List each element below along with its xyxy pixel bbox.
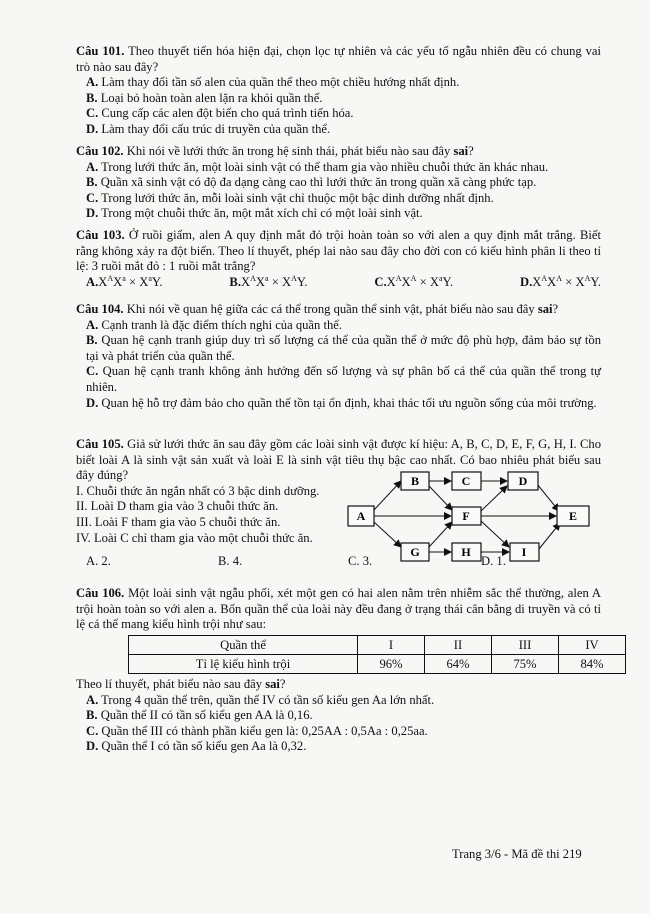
- option-b: B. Quần xã sinh vật có độ đa dạng càng cao thì lưới thức ăn trong quần xã càng phức tạp.: [86, 175, 537, 190]
- question-label: Câu 105.: [76, 437, 124, 451]
- statement: II. Loài D tham gia vào 3 chuỗi thức ăn.: [76, 499, 279, 514]
- question-label: Câu 106.: [76, 586, 125, 600]
- phenotype-table: [128, 635, 626, 674]
- option-d: D. Quần thể I có tần số kiểu gen Aa là 0,32.: [86, 739, 307, 754]
- edge-i-e: [539, 523, 560, 549]
- option-a: A. Trong lưới thức ăn, một loài sinh vật có thể tham gia vào nhiều chuỗi thức ăn khác nhau.: [86, 159, 549, 174]
- edge-f-d: [481, 486, 507, 511]
- question-106-options: Theo lí thuyết, phát biểu nào sau đây sai? A. Trong 4 quần thể trên, quần thể IV có tần số kiểu gen Aa lớn nhất. B. Quần thể II có tần số kiểu gen AA là 0,16. C. Quần thể III có thành phần kiểu gen là: 0,25AA : 0,5Aa : 0,25aa. D. Quần thể I có tần số kiểu gen Aa là 0,32.: [76, 677, 601, 755]
- node-c: [452, 472, 481, 490]
- option-b: B. Loại bỏ hoàn toàn alen lặn ra khỏi quần thể.: [86, 90, 323, 105]
- question-104: Câu 104. Khi nói về quan hệ giữa các cá thể trong quần thể sinh vật, phát biểu nào sau đây sai? A. Cạnh tranh là đặc điểm thích nghi của quần thể. B. Quan hệ cạnh tranh giúp duy trì số lượng cá thể của quần thể ở mức độ phù hợp, đảm bảo sự tồn tại và phát triển của quần thể. C. Quan hệ cạnh tranh không ảnh hưởng đến số lượng và sự phân bố cá thể của quần thể trong tự nhiên. D. Quan hệ hỗ trợ đảm bảo cho quần thể tồn tại ổn định, khai thác tối ưu nguồn sống của môi trường.: [76, 302, 601, 410]
- option-d: D. Quan hệ hỗ trợ đảm bảo cho quần thể tồn tại ổn định, khai thác tối ưu nguồn sống của môi trường.: [86, 395, 597, 410]
- table-cell: I: [358, 636, 425, 655]
- node-g: [401, 543, 429, 561]
- edge-g-f: [429, 522, 452, 547]
- option-c: $C.X^AX^A \times X^aY$.: [374, 273, 454, 289]
- svg-text:H: H: [461, 545, 471, 559]
- edge-f-i: [481, 521, 509, 547]
- edge-a-g: [374, 522, 401, 547]
- table-cell: II: [425, 636, 492, 655]
- svg-text:D: D: [518, 474, 528, 488]
- table-row: [129, 636, 626, 655]
- svg-text:G: G: [410, 545, 420, 559]
- options-row: [76, 275, 601, 291]
- option-c: C. Quan hệ cạnh tranh không ảnh hưởng đến số lượng và sự phân bố cá thể của quần thể trong tự nhiên.: [86, 364, 601, 394]
- svg-text:C: C: [461, 474, 471, 488]
- option-b: B. Quần thể II có tần số kiểu gen AA là 0,16.: [86, 708, 313, 723]
- option-b: $B.X^AX^a \times X^AY$.: [229, 273, 308, 289]
- option-c: C. Quần thể III có thành phần kiểu gen là: 0,25AA : 0,5Aa : 0,25aa.: [86, 723, 428, 738]
- option-a: A. Cạnh tranh là đặc điểm thích nghi của quần thể.: [86, 317, 343, 332]
- question-label: Câu 104.: [76, 302, 124, 316]
- table-row: [129, 655, 626, 674]
- table-cell: IV: [559, 636, 626, 655]
- statements: [76, 484, 346, 546]
- node-h: [452, 543, 481, 561]
- table-cell: III: [492, 636, 559, 655]
- table-header: Quần thể: [129, 636, 358, 655]
- table-cell: 84%: [559, 655, 626, 674]
- table-cell: 96%: [358, 655, 425, 674]
- statement: III. Loài F tham gia vào 5 chuỗi thức ăn.: [76, 514, 281, 529]
- food-web-svg: [345, 470, 595, 570]
- option-d: D. Làm thay đổi cấu trúc di truyền của quần thể.: [86, 121, 331, 136]
- table-cell: 75%: [492, 655, 559, 674]
- option-a: $A.X^AX^a \times X^aY$.: [86, 273, 163, 289]
- question-stem: Theo thuyết tiến hóa hiện đại, chọn lọc tự nhiên và các yếu tố ngẫu nhiên đều có chung vai trò nào sau đây?: [76, 44, 601, 74]
- question-106: Câu 106. Một loài sinh vật ngẫu phối, xét một gen có hai alen nằm trên nhiễm sắc thể thường, alen A trội hoàn toàn so với alen a. Bốn quần thể của loài này đều đang ở trạng thái cân bằng di truyền và có tỉ lệ cá thể mang kiểu hình trội như sau:: [76, 586, 601, 632]
- food-web-diagram: [345, 470, 595, 570]
- svg-text:B: B: [410, 474, 420, 488]
- option-c: C. Trong lưới thức ăn, mỗi loài sinh vật chỉ thuộc một bậc dinh dưỡng nhất định.: [86, 190, 494, 205]
- option-b: B. Quan hệ cạnh tranh giúp duy trì số lượng cá thể của quần thể ở mức độ phù hợp, đảm bảo sự tồn tại và phát triển của quần thể.: [86, 333, 601, 363]
- statement: IV. Loài C chỉ tham gia vào một chuỗi thức ăn.: [76, 530, 313, 545]
- svg-text:F: F: [462, 509, 470, 523]
- edge-b-f: [429, 486, 452, 510]
- option-b: B. 4.: [218, 554, 243, 569]
- option-c: C. 3.: [348, 554, 373, 569]
- question-label: Câu 102.: [76, 144, 124, 158]
- node-b: [401, 472, 429, 490]
- option-d: $D.X^AX^A \times X^AY$.: [520, 273, 601, 289]
- statement: I. Chuỗi thức ăn ngắn nhất có 3 bậc dinh dưỡng.: [76, 483, 320, 498]
- svg-text:I: I: [521, 545, 527, 559]
- node-a: [348, 506, 374, 526]
- option-a: A. 2.: [86, 554, 111, 569]
- question-102: Câu 102. Khi nói về lưới thức ăn trong hệ sinh thái, phát biểu nào sau đây sai? A. Trong lưới thức ăn, một loài sinh vật có thể tham gia vào nhiều chuỗi thức ăn khác nhau. B. Quần xã sinh vật có độ đa dạng càng cao thì lưới thức ăn trong quần xã càng phức tạp. C. Trong lưới thức ăn, mỗi loài sinh vật chỉ thuộc một bậc dinh dưỡng nhất định. D. Trong một chuỗi thức ăn, một mắt xích chỉ có một loài sinh vật.: [76, 144, 601, 222]
- question-101: [76, 44, 601, 138]
- option-a: A. Làm thay đổi tần số alen của quần thể theo một chiều hướng nhất định.: [86, 75, 460, 90]
- page-footer: Trang 3/6 - Mã đề thi 219: [452, 847, 582, 861]
- table-cell: 64%: [425, 655, 492, 674]
- node-e: [557, 506, 589, 526]
- option-d: D. 1.: [481, 554, 506, 569]
- svg-text:E: E: [568, 509, 578, 523]
- question-105: Câu 105. Giả sử lưới thức ăn sau đây gồm các loài sinh vật được kí hiệu: A, B, C, D, E, F, G, H, I. Cho biết loài A là sinh vật sản xuất và loài E là sinh vật tiêu thụ bậc cao nhất. Có bao nhiêu phát biểu sau đây đúng? I. Chuỗi thức ăn ngắn nhất có 3 bậc dinh dưỡng. II. Loài D tham gia vào 3 chuỗi thức ăn. III. Loài F tham gia vào 5 chuỗi thức ăn. IV. Loài C chỉ tham gia vào một chuỗi thức ăn. A. 2. B. 4. C. 3. D. 1.: [76, 437, 602, 569]
- svg-text:A: A: [356, 509, 366, 523]
- option-c: C. Cung cấp các alen đột biến cho quá trình tiến hóa.: [86, 106, 354, 121]
- edge-d-e: [537, 484, 559, 511]
- question-103: Câu 103. Ở ruồi giấm, alen A quy định mắt đỏ trội hoàn toàn so với alen a quy định mắt trắng. Biết rằng không xảy ra đột biến. Theo lí thuyết, phép lai nào sau đây cho đời con có kiểu hình phân li theo tỉ lệ: 3 ruồi mắt đỏ : 1 ruồi mắt trắng? $A.X^AX^a \times X^aY$. $B.X^AX^a \times X^AY$. $C.X^AX^A \times X^aY$. $D.X^AX^A \times X^AY$.: [76, 228, 601, 289]
- node-d: [508, 472, 538, 490]
- node-f: [452, 507, 481, 525]
- question-label: Câu 103.: [76, 228, 125, 242]
- option-a: A. Trong 4 quần thể trên, quần thể IV có tần số kiểu gen Aa lớn nhất.: [86, 692, 435, 707]
- option-d: D. Trong một chuỗi thức ăn, một mắt xích chỉ có một loài sinh vật.: [86, 206, 423, 221]
- question-label: Câu 101.: [76, 44, 125, 58]
- table-header: Tỉ lệ kiểu hình trội: [129, 655, 358, 674]
- edge-a-b: [374, 481, 401, 510]
- node-i: [510, 543, 539, 561]
